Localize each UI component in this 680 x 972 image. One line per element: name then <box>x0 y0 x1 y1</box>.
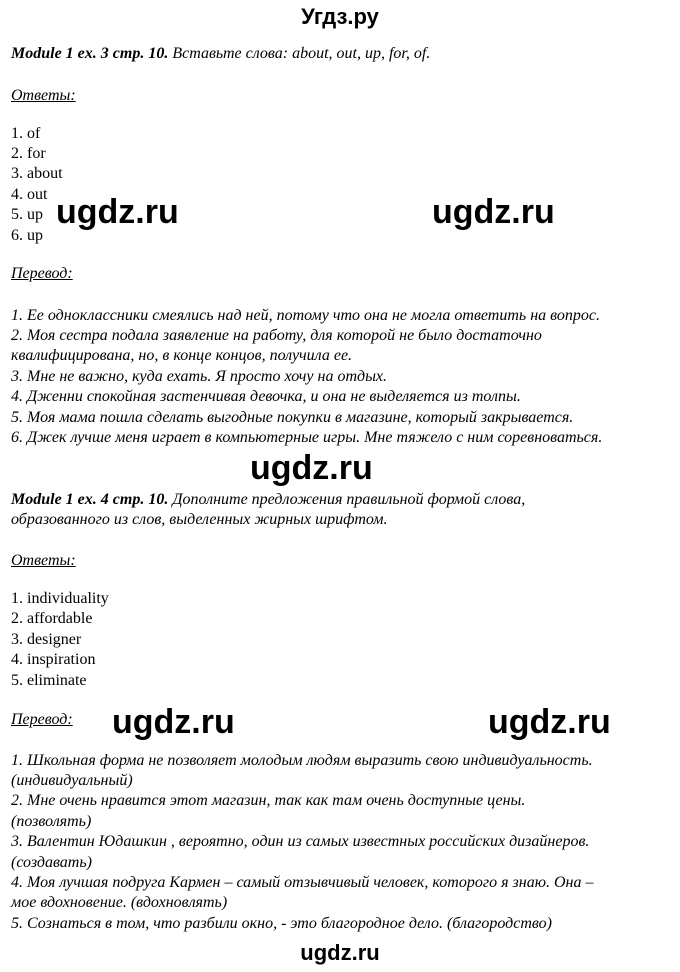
watermark: ugdz.ru <box>432 193 555 231</box>
ex3-answers-label: Ответы: <box>11 87 76 104</box>
translation-line: (позволять) <box>11 813 92 830</box>
translation-line: мое вдохновение. (вдохновлять) <box>11 894 228 911</box>
ex3-instruction: Вставьте слова: about, out, up, for, of. <box>172 45 431 62</box>
list-item: 5. eliminate <box>11 672 87 689</box>
watermark: ugdz.ru <box>112 703 235 741</box>
ex3-heading: Module 1 ex. 3 стр. 10. <box>11 45 169 62</box>
translation-line: (индивидуальный) <box>11 772 133 789</box>
list-item: 1. individuality <box>11 590 109 607</box>
ex4-heading: Module 1 ex. 4 стр. 10. <box>11 491 169 508</box>
translation-line: 4. Моя лучшая подруга Кармен – самый отзывчивый человек, которого я знаю. Она – <box>11 874 594 891</box>
watermark: ugdz.ru <box>488 703 611 741</box>
list-item: 5. up <box>11 206 43 223</box>
ex4-header <box>11 490 525 510</box>
ex3-translation-label: Перевод: <box>11 265 73 282</box>
list-item: 4. inspiration <box>11 651 96 668</box>
list-item: 2. affordable <box>11 610 93 627</box>
ex4-answers-label: Ответы: <box>11 552 76 569</box>
list-item: 4. out <box>11 186 48 203</box>
translation-line: квалифицирована, но, в конце концов, получила ее. <box>11 347 353 364</box>
ex4-instruction: Дополните предложения правильной формой слова, <box>172 491 526 508</box>
translation-line: 1. Школьная форма не позволяет молодым людям выразить свою индивидуальность. <box>11 752 593 769</box>
translation-line: 2. Мне очень нравится этот магазин, так как там очень доступные цены. <box>11 792 526 809</box>
ex4-instruction-line2: образованного из слов, выделенных жирных шрифтом. <box>11 511 388 528</box>
list-item: 1. of <box>11 125 41 142</box>
list-item: 3. designer <box>11 631 82 648</box>
translation-line: 6. Джек лучше меня играет в компьютерные игры. Мне тяжело с ним соревноваться. <box>11 429 603 446</box>
translation-line: 1. Ее одноклассники смеялись над ней, потому что она не могла ответить на вопрос. <box>11 307 600 324</box>
translation-line: (создавать) <box>11 854 92 871</box>
site-title: Угдз.ру <box>301 4 379 29</box>
watermark: ugdz.ru <box>56 193 179 231</box>
ex3-header <box>11 44 430 64</box>
watermark: ugdz.ru <box>250 449 373 487</box>
translation-line: 3. Мне не важно, куда ехать. Я просто хочу на отдых. <box>11 368 388 385</box>
translation-line: 2. Моя сестра подала заявление на работу, для которой не было достаточно <box>11 327 542 344</box>
translation-line: 3. Валентин Юдашкин , вероятно, один из самых известных российских дизайнеров. <box>11 833 590 850</box>
footer-watermark: ugdz.ru <box>300 940 380 965</box>
list-item: 2. for <box>11 145 46 162</box>
list-item: 6. up <box>11 227 43 244</box>
list-item: 3. about <box>11 165 63 182</box>
ex4-translation-label: Перевод: <box>11 711 73 728</box>
translation-line: 4. Дженни спокойная застенчивая девочка, и она не выделяется из толпы. <box>11 388 521 405</box>
translation-line: 5. Моя мама пошла сделать выгодные покупки в магазине, который закрывается. <box>11 409 574 426</box>
translation-line: 5. Сознаться в том, что разбили окно, - это благородное дело. (благородство) <box>11 915 552 932</box>
